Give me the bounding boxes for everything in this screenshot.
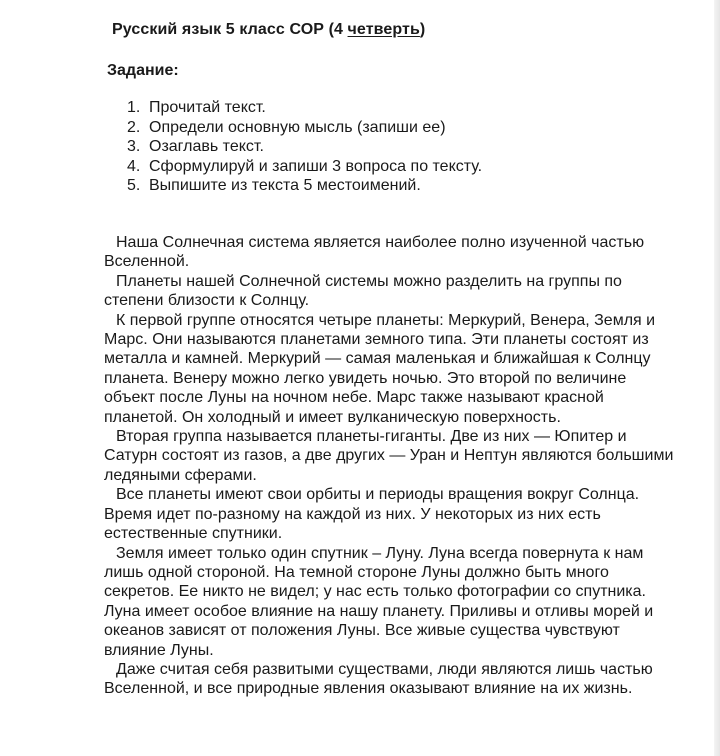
title-quarter-word: четверть [347, 21, 420, 38]
task-text: Выпишите из текста 5 местоимений. [149, 177, 421, 195]
task-number: 5. [127, 177, 141, 195]
task-item [127, 157, 482, 177]
page-title [112, 21, 425, 39]
text-paragraph: Земля имеет только один спутник – Луну. Луна всегда повернута к нам лишь одной стороной. На темной стороне Луны должно быть много секретов. Ее никто не видел; у нас есть только фотографии со спутника. Луна имеет особое влияние на нашу планету. Приливы и отливы морей и океанов зависят от положения Луны. Все живые существа чувствуют влияние Луны. [104, 544, 654, 659]
title-close-paren: ) [419, 21, 426, 38]
task-text: Сформулируй и запиши 3 вопроса по тексту. [149, 157, 483, 175]
task-list [127, 98, 482, 196]
text-paragraph: Вторая группа называется планеты-гиганты. Две из них — Юпитер и Сатурн состоят из газов, а две других — Уран и Нептун являются большими ледяными сферами. [104, 428, 674, 484]
task-heading: Задание: [107, 62, 179, 79]
task-text: Определи основную мысль (запиши ее) [149, 118, 446, 136]
page-edge-shadow [714, 0, 720, 756]
reading-text [104, 233, 674, 699]
text-paragraph: Все планеты имеют свои орбиты и периоды вращения вокруг Солнца. Время идет по-разному на каждой из них. У некоторых из них есть естественные спутники. [104, 486, 640, 543]
task-text: Озаглавь текст. [149, 138, 264, 156]
task-text: Прочитай текст. [149, 99, 266, 116]
task-item [127, 137, 482, 157]
task-number: 1. [127, 99, 141, 116]
text-paragraph: Планеты нашей Солнечной системы можно разделить на группы по степени близости к Солнцу. [104, 272, 622, 310]
task-number: 4. [127, 157, 141, 175]
task-item [127, 176, 482, 196]
task-item [127, 98, 482, 118]
task-number: 2. [127, 118, 141, 136]
text-paragraph: Даже считая себя развитыми существами, люди являются лишь частью Вселенной, и все природные явления оказывают влияние на их жизнь. [104, 660, 653, 698]
title-text: Русский язык 5 класс СОР (4 [112, 21, 348, 38]
task-number: 3. [127, 138, 141, 156]
task-item [127, 118, 482, 138]
text-paragraph: К первой группе относятся четыре планеты: Меркурий, Венера, Земля и Марс. Они называются планетами земного типа. Эти планеты состоят из металла и камней. Меркурий — самая маленькая и ближайшая к Солнцу планета. Венеру можно легко увидеть ночью. Это второй по величине объект после Луны на ночном небе. Марс также называют красной планетой. Он холодный и имеет вулканическую поверхность. [104, 311, 656, 426]
text-paragraph: Наша Солнечная система является наиболее полно изученной частью Вселенной. [104, 234, 645, 271]
